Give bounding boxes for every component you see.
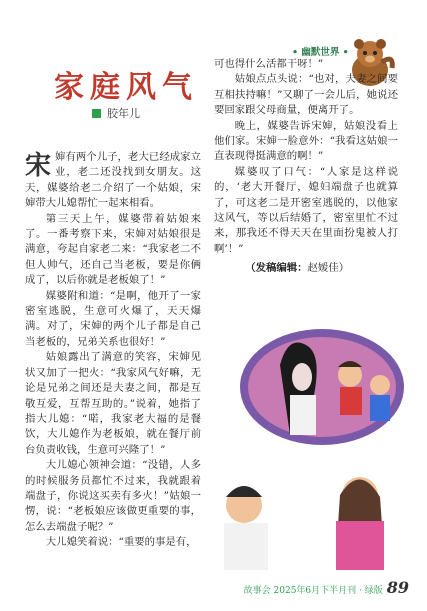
article-author bbox=[92, 105, 140, 121]
paragraph: 姑娘点点头说：“也对，夫妻之间要互相扶持嘛！”又聊了一会儿后，她说还要回家跟父母商量，便离开了。 bbox=[214, 73, 398, 117]
author-marker-icon bbox=[92, 109, 101, 118]
author-name: 胶年儿 bbox=[107, 107, 140, 120]
paragraph: 第三天上午，媒婆带着姑娘来了。一番考察下来，宋婶对姑娘很是满意，夸起自家老二来：“我家老二不但人帅气，还自己当老板，要是你俩成了，以后你就是老板娘了！” bbox=[25, 212, 201, 287]
editor-credit: （发稿编辑：赵嫒佳） bbox=[245, 262, 350, 275]
paragraph: 晚上，媒婆告诉宋婶，姑娘没看上他们家。宋婶一脸意外：“我看这姑娘一直表现得挺满意的啊！” bbox=[214, 119, 398, 163]
page-footer bbox=[244, 578, 409, 597]
paragraph: 大儿媳心领神会道：“没错，人多的时候服务员都忙不过来，我就跟着端盘子，你说这买卖有多火！”姑娘一愣，说：“老板娘应该做更重要的事，怎么去端盘子呢？” bbox=[25, 459, 201, 533]
paragraph: 媒婆叹了口气：“人家是这样说的，‘老大开餐厅，媳妇端盘子也就算了，可这老二是开密室逃脱的，以他家这风气，等以后结婚了，密室里忙不过来，那我还不得天天在里面扮鬼被人打啊’！” bbox=[214, 165, 398, 255]
editor-name: 赵嫒佳） bbox=[307, 262, 350, 275]
paragraph: 大儿媳笑着说：“重要的事是有， bbox=[45, 536, 197, 549]
page-number: 89 bbox=[386, 578, 409, 597]
article-title: 家庭风气 bbox=[54, 70, 198, 105]
cartoon-illustration bbox=[210, 325, 406, 570]
paragraph: 可也得什么活都干呀！” bbox=[214, 58, 324, 70]
paragraph: 姑娘露出了满意的笑容，宋婶见状又加了一把火：“我家风气好嘛，无论是兄弟之间还是夫妻之间，都是互敬互爱，互帮互助的。”说着，她指了指大儿媳：“喏，我家老大福的是餐饮，大儿媳作为老板娘，就在餐厅前台负责收钱，生意可兴隆了！” bbox=[25, 351, 201, 456]
paragraph: 宋婶有两个儿子，老大已经成家立业，老二还没找到女朋友。这天，媒婆给老二介绍了一个姑娘，宋婶带大儿媳帮忙一起来相看。 bbox=[25, 151, 201, 210]
right-column bbox=[214, 57, 398, 277]
paragraph: 媒婆附和道：“是啊，他开了一家密室逃脱，生意可火爆了，天天爆满。对了，宋婶的两个儿子都是自己当老板的，兄弟关系也很好！” bbox=[25, 289, 201, 348]
publication-info: 故事会 2025年6月下半月刊 · 绿版 bbox=[243, 586, 383, 596]
left-column bbox=[25, 150, 201, 551]
column-label: • 幽默世界 • bbox=[292, 47, 349, 58]
drop-cap: 宋 bbox=[25, 151, 52, 181]
